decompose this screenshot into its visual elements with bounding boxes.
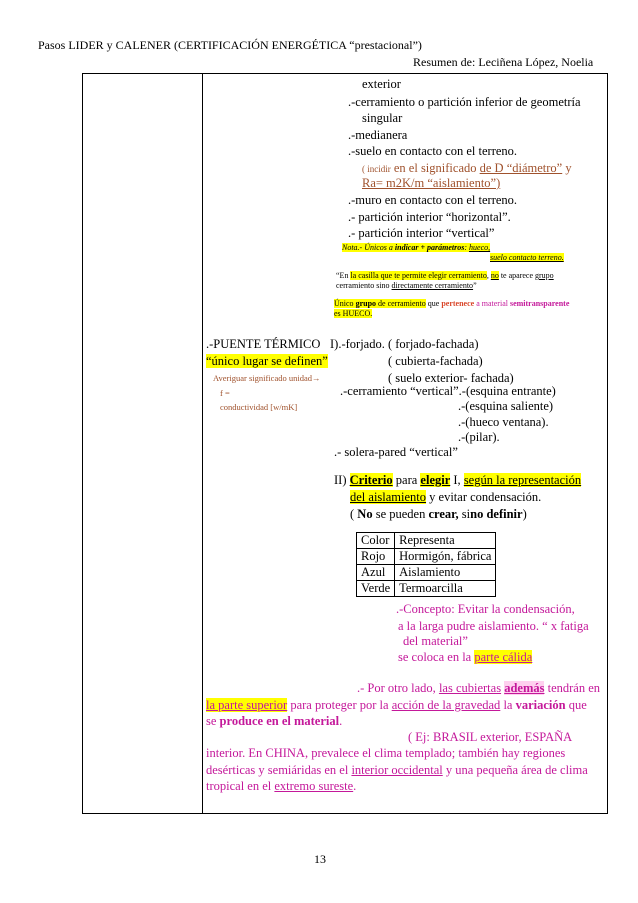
list-line-incidir	[362, 159, 572, 177]
list-line: .- partición interior “horizontal”.	[348, 210, 511, 224]
cubiertas-ademas: además	[504, 681, 545, 695]
cubiertas-que: que	[565, 698, 587, 712]
table-cell: Termoarcilla	[395, 581, 496, 597]
quote-no: no	[490, 271, 499, 280]
unico-grupo: grupo	[355, 299, 377, 308]
page-number: 13	[314, 852, 326, 866]
quote-line-1	[336, 271, 554, 280]
cubiertas-line-5: interior. En CHINA, prevalece el clima templado; también hay regiones	[206, 746, 566, 760]
nota-line-2	[490, 253, 564, 262]
criterio-no: No	[357, 507, 373, 521]
f-formula: f =	[220, 388, 230, 398]
criterio-evitar: y evitar condensación.	[426, 490, 542, 504]
unico-pertenece: pertenece	[441, 299, 475, 308]
cubiertas-produce: produce en el material	[219, 714, 340, 728]
table-cell: Verde	[357, 581, 395, 597]
criterio-line-3	[350, 507, 527, 522]
cubiertas-a: .- Por otro lado,	[357, 681, 439, 695]
criterio-se-pueden: se pueden	[372, 507, 429, 521]
y-text: y	[562, 161, 572, 175]
puente-item: I).-forjado. ( forjado-fachada)	[330, 337, 479, 351]
cubiertas-pequena: y una pequeña área de clima	[442, 763, 588, 777]
table-header-row	[357, 533, 496, 549]
concepto-coloca: se coloca en la	[398, 650, 475, 664]
puente-item: .- solera-pared “vertical”	[334, 445, 458, 459]
unico-line-2	[334, 309, 372, 318]
criterio-segun: según la representación	[463, 473, 582, 487]
list-line: .-muro en contacto con el terreno.	[348, 193, 518, 207]
list-line-ra: Ra= m2K/m “aislamiento”)	[362, 176, 501, 190]
cubiertas-deserticas: desérticas y semiáridas en el	[206, 763, 352, 777]
unico-material: a material	[474, 299, 510, 308]
frame-column-divider	[202, 73, 203, 814]
cubiertas-se: se	[206, 714, 220, 728]
nota-suelo: suelo contacto terreno.	[490, 253, 564, 262]
puente-item: .-(esquina saliente)	[458, 399, 554, 413]
list-line: exterior	[362, 77, 401, 91]
criterio-para: para	[392, 473, 421, 487]
criterio-si: si	[458, 507, 471, 521]
cubiertas-parte-superior: la parte superior	[206, 698, 288, 712]
quote-aparece: te aparece	[498, 271, 536, 280]
cubiertas-dot: .	[339, 714, 343, 728]
cubiertas-line-4: ( Ej: BRASIL exterior, ESPAÑA	[408, 730, 573, 744]
criterio-line-1	[334, 473, 581, 488]
unico-semitransparente: semitransparente	[509, 299, 570, 308]
puente-label: .-PUENTE TÉRMICO	[206, 337, 321, 351]
cubiertas-tropical: tropical en el	[206, 779, 275, 793]
quote-directamente: directamente cerramiento	[391, 281, 474, 290]
puente-label-2	[206, 354, 328, 369]
concepto-line-4	[398, 650, 532, 665]
document-header-author: Resumen de: Leciñena López, Noelia	[413, 55, 594, 69]
list-line: .- partición interior “vertical”	[348, 226, 495, 240]
cubiertas-variacion: variación	[515, 698, 566, 712]
cubiertas-line-3	[206, 714, 342, 729]
quote-comma: ,	[486, 271, 491, 280]
list-line: .-suelo en contacto con el terreno.	[348, 144, 518, 158]
averiguar-note	[213, 373, 320, 383]
unico-que: que	[425, 299, 442, 308]
nota-line	[342, 243, 490, 252]
puente-item: ( cubierta-fachada)	[388, 354, 483, 368]
table-header-cell: Color	[357, 533, 395, 549]
nota-hueco: hueco,	[469, 243, 491, 252]
criterio-paren-close: )	[522, 507, 527, 521]
unico-hueco: es HUECO.	[334, 309, 373, 318]
quote-open: “En	[336, 271, 351, 280]
table-row	[357, 565, 496, 581]
cubiertas-proteger: para proteger por la	[287, 698, 392, 712]
cubiertas-tendran: tendrán en	[544, 681, 601, 695]
criterio-no2: no	[470, 507, 487, 521]
unico-line-1	[334, 299, 569, 308]
frame-top-border	[82, 73, 608, 74]
criterio-roman: II)	[334, 473, 350, 487]
table-row	[357, 549, 496, 565]
criterio-crear: crear,	[428, 507, 459, 521]
quote-close: ”	[473, 281, 477, 290]
list-line: .-cerramiento o partición inferior de geometría	[348, 95, 581, 109]
nota-colon: :	[464, 243, 470, 252]
puente-item: ( suelo exterior- fachada)	[388, 371, 514, 385]
list-line: singular	[362, 111, 403, 125]
frame-bottom-border	[82, 813, 608, 814]
criterio-aislamiento: del aislamiento	[350, 490, 427, 504]
concepto-line: del material”	[403, 634, 468, 648]
criterio-i: I,	[450, 473, 464, 487]
averiguar-text: Averiguar significado unidad→	[213, 373, 321, 383]
table-cell: Hormigón, fábrica	[395, 549, 496, 565]
concepto-line: a la larga pudre aislamiento. “ x fatiga	[398, 619, 589, 633]
puente-item: .-(pilar).	[458, 430, 500, 444]
cubiertas-line-1	[357, 681, 600, 696]
cubiertas-interior-occidental: interior occidental	[351, 763, 443, 777]
cubiertas-line-6	[206, 763, 588, 778]
cubiertas-line-7	[206, 779, 356, 794]
table-cell: Azul	[357, 565, 395, 581]
unico-lugar: “único lugar se definen”	[206, 354, 328, 368]
cubiertas-las-cubiertas: las cubiertas	[438, 681, 502, 695]
frame-right-border	[607, 73, 608, 814]
nota-prefix: Nota.- Únicos a	[342, 243, 395, 252]
criterio-elegir: elegir	[420, 473, 451, 487]
conductividad-text: conductividad [w/mK]	[220, 402, 298, 412]
list-line: .-medianera	[348, 128, 408, 142]
unico-a: Único	[334, 299, 356, 308]
color-table	[356, 532, 496, 597]
frame-left-border	[82, 73, 83, 814]
cubiertas-gravedad: acción de la gravedad	[391, 698, 501, 712]
table-cell: Aislamiento	[395, 565, 496, 581]
diametro-text: de D “diámetro”	[479, 161, 563, 175]
cubiertas-extremo-sureste: extremo sureste	[274, 779, 354, 793]
cubiertas-line-2	[206, 698, 587, 713]
table-header-cell: Representa	[395, 533, 496, 549]
document-header-title: Pasos LIDER y CALENER (CERTIFICACIÓN ENERGÉTICA “prestacional”)	[38, 38, 422, 52]
quote-grupo: grupo	[535, 271, 554, 280]
cubiertas-final-dot: .	[353, 779, 357, 793]
criterio-definir: definir	[486, 507, 523, 521]
criterio-paren-open: (	[350, 507, 358, 521]
cubiertas-la: la	[500, 698, 516, 712]
table-row	[357, 581, 496, 597]
quote-sino: cerramiento sino	[336, 281, 392, 290]
concepto-parte-calida: parte cálida	[474, 650, 533, 664]
incidir-text: ( incidir	[362, 164, 391, 174]
puente-item: .-cerramiento “vertical”.-(esquina entrante)	[340, 384, 556, 398]
nota-bold: indicar + parámetros	[394, 243, 465, 252]
unico-cerramiento: de cerramiento	[376, 299, 426, 308]
quote-line-2	[336, 281, 477, 290]
criterio-line-2	[350, 490, 541, 505]
significado-text: en el significado	[390, 161, 480, 175]
concepto-line: .-Concepto: Evitar la condensación,	[396, 602, 575, 616]
criterio-word: Criterio	[349, 473, 393, 487]
puente-item: .-(hueco ventana).	[458, 415, 549, 429]
table-cell: Rojo	[357, 549, 395, 565]
quote-casilla: la casilla que te permite elegir cerramiento	[350, 271, 487, 280]
